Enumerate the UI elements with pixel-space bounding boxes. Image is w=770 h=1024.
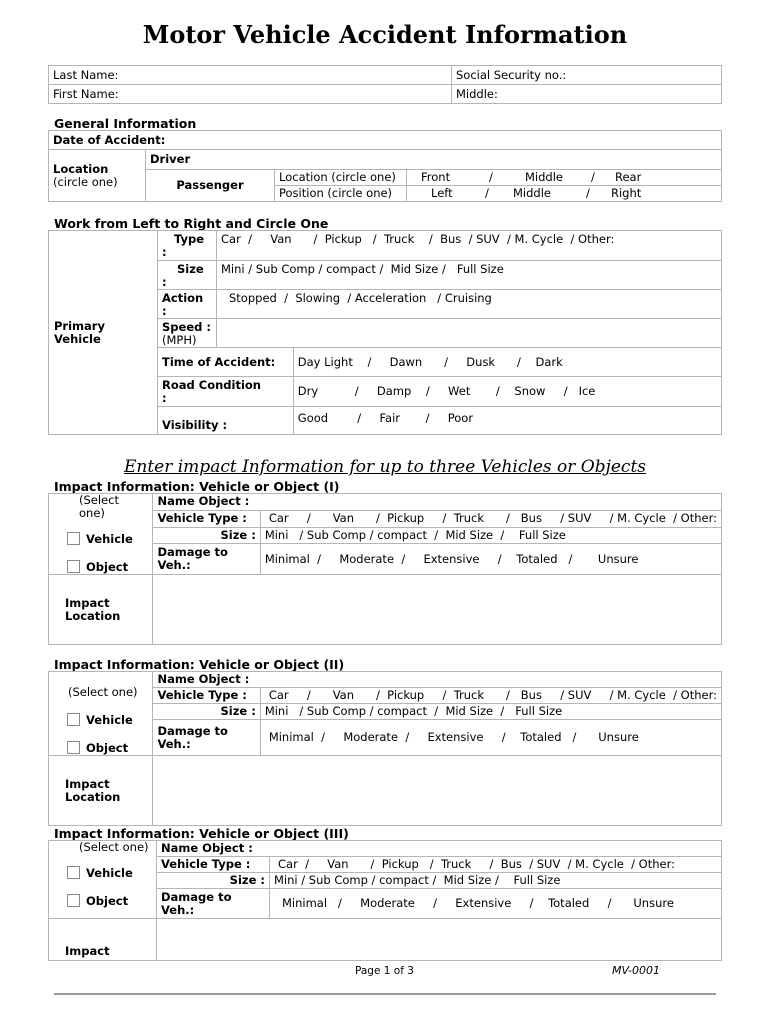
footer-divider xyxy=(54,993,716,995)
impact-table-1 xyxy=(48,493,722,645)
last-name-field[interactable]: Last Name: xyxy=(49,66,452,85)
location-circle-one: (circle one) xyxy=(53,174,118,189)
time-of-accident-label: Time of Accident: xyxy=(158,348,294,377)
vehicle-checkbox-3[interactable] xyxy=(67,866,80,879)
road-condition-colon: : xyxy=(162,391,167,405)
speed-label-text: Speed : xyxy=(162,320,211,334)
personal-info-table xyxy=(48,65,722,104)
object-checkbox-1[interactable] xyxy=(67,560,80,573)
type-label xyxy=(158,231,217,261)
vehicle-type-label-1: Vehicle Type : xyxy=(153,510,260,527)
action-options[interactable]: Stopped / Slowing / Acceleration / Cruising xyxy=(217,290,722,319)
visibility-options[interactable]: Good / Fair / Poor xyxy=(293,407,721,435)
impact-table-3 xyxy=(48,840,722,961)
location-cell xyxy=(49,150,146,202)
vehicle-checkbox-2[interactable] xyxy=(67,713,80,726)
location-sep-1: / xyxy=(489,170,493,184)
impact-location-area-1[interactable] xyxy=(153,575,722,645)
location-option-rear[interactable]: Rear xyxy=(615,170,642,184)
object-option-label-1: Object xyxy=(86,560,129,574)
impact-select-cell-2 xyxy=(49,672,153,756)
primary-vehicle-table xyxy=(48,230,722,435)
size-label-1: Size : xyxy=(153,527,260,544)
action-label xyxy=(158,290,217,319)
damage-label-2: Damage to Veh.: xyxy=(153,720,260,756)
select-one-label-1: (Select one) xyxy=(79,493,119,520)
speed-field[interactable] xyxy=(217,319,722,348)
vehicle-type-label-2: Vehicle Type : xyxy=(153,688,260,704)
type-options[interactable]: Car / Van / Pickup / Truck / Bus / SUV / M. Cycle / Other: xyxy=(217,231,722,261)
road-condition-label xyxy=(158,377,294,407)
road-condition-text: Road Condition xyxy=(162,378,261,392)
ssn-field[interactable]: Social Security no.: xyxy=(452,66,722,85)
size-label-3: Size : xyxy=(157,873,270,889)
location-option-front[interactable]: Front xyxy=(421,170,451,184)
driver-option[interactable]: Driver xyxy=(146,150,722,170)
road-condition-options[interactable]: Dry / Damp / Wet / Snow / Ice xyxy=(293,377,721,407)
size-options[interactable]: Mini / Sub Comp / compact / Mid Size / Full Size xyxy=(217,261,722,290)
size-label xyxy=(158,261,217,290)
position-row-label: Position (circle one) xyxy=(275,186,407,202)
action-label-colon: : xyxy=(162,304,167,318)
vehicle-option-label-3: Vehicle xyxy=(86,866,133,880)
vehicle-type-options-2[interactable]: Car / Van / Pickup / Truck / Bus / SUV / M. Cycle / Other: xyxy=(260,688,721,704)
location-option-middle[interactable]: Middle xyxy=(525,170,563,184)
damage-label-3: Damage to Veh.: xyxy=(157,889,270,919)
impact-heading-2: Impact Information: Vehicle or Object (II) xyxy=(54,657,345,672)
impact-location-area-3[interactable] xyxy=(157,919,722,961)
name-object-field-1[interactable]: Name Object : xyxy=(153,494,722,511)
position-option-right[interactable]: Right xyxy=(611,186,642,200)
vehicle-checkbox-1[interactable] xyxy=(67,532,80,545)
middle-name-field[interactable]: Middle: xyxy=(452,85,722,104)
impact-location-label-2: Impact Location xyxy=(49,756,153,826)
select-one-label-2: (Select one) xyxy=(68,685,138,699)
location-row-label: Location (circle one) xyxy=(275,170,407,186)
impact-heading-1: Impact Information: Vehicle or Object (I) xyxy=(54,479,340,494)
page-number: Page 1 of 3 xyxy=(355,965,414,977)
position-sep-2: / xyxy=(586,186,590,200)
position-sep-1: / xyxy=(485,186,489,200)
object-option-label-3: Object xyxy=(86,894,129,908)
document-title: Motor Vehicle Accident Information xyxy=(142,20,628,49)
primary-vehicle-label: Primary Vehicle xyxy=(49,231,158,435)
general-info-heading: General Information xyxy=(54,116,197,131)
time-of-accident-options[interactable]: Day Light / Dawn / Dusk / Dark xyxy=(293,348,721,377)
vehicle-option-label-1: Vehicle xyxy=(86,532,133,546)
name-object-field-2[interactable]: Name Object : xyxy=(153,672,722,688)
name-object-field-3[interactable]: Name Object : xyxy=(157,841,722,857)
vehicle-type-label-3: Vehicle Type : xyxy=(157,857,270,873)
impact-info-title: Enter impact Information for up to three Vehicles or Objects xyxy=(123,457,647,477)
position-option-middle[interactable]: Middle xyxy=(513,186,551,200)
damage-options-3[interactable]: Minimal / Moderate / Extensive / Totaled / Unsure xyxy=(270,889,722,919)
impact-heading-3: Impact Information: Vehicle or Object (III) xyxy=(54,826,349,841)
impact-table-2 xyxy=(48,671,722,826)
impact-location-label-3: Impact xyxy=(49,919,157,961)
size-label-2: Size : xyxy=(153,704,260,720)
object-option-label-2: Object xyxy=(86,741,129,755)
vehicle-type-options-1[interactable]: Car / Van / Pickup / Truck / Bus / SUV / M. Cycle / Other: xyxy=(260,510,721,527)
position-options[interactable] xyxy=(407,186,722,202)
object-checkbox-2[interactable] xyxy=(67,741,80,754)
vehicle-type-options-3[interactable]: Car / Van / Pickup / Truck / Bus / SUV / M. Cycle / Other: xyxy=(270,857,722,873)
damage-options-2[interactable]: Minimal / Moderate / Extensive / Totaled / Unsure xyxy=(260,720,721,756)
vehicle-option-label-2: Vehicle xyxy=(86,713,133,727)
first-name-field[interactable]: First Name: xyxy=(49,85,452,104)
size-options-3[interactable]: Mini / Sub Comp / compact / Mid Size / Full Size xyxy=(270,873,722,889)
object-checkbox-3[interactable] xyxy=(67,894,80,907)
passenger-option[interactable]: Passenger xyxy=(146,170,275,202)
work-heading: Work from Left to Right and Circle One xyxy=(54,216,329,231)
general-info-table xyxy=(48,130,722,202)
size-options-1[interactable]: Mini / Sub Comp / compact / Mid Size / Full Size xyxy=(260,527,721,544)
impact-select-cell-3 xyxy=(49,841,157,919)
damage-options-1[interactable]: Minimal / Moderate / Extensive / Totaled / Unsure xyxy=(260,544,721,575)
action-label-text: Action xyxy=(162,291,204,305)
damage-label-1: Damage to Veh.: xyxy=(153,544,260,575)
impact-select-cell-1 xyxy=(49,494,153,575)
type-label-colon: : xyxy=(162,245,167,259)
impact-location-label-1: Impact Location xyxy=(49,575,153,645)
position-option-left[interactable]: Left xyxy=(431,186,453,200)
location-options[interactable] xyxy=(407,170,722,186)
size-options-2[interactable]: Mini / Sub Comp / compact / Mid Size / Full Size xyxy=(260,704,721,720)
type-label-text: Type xyxy=(174,232,205,246)
location-label: Location xyxy=(53,161,109,176)
date-of-accident-field[interactable]: Date of Accident: xyxy=(49,131,722,150)
visibility-label: Visibility : xyxy=(158,407,294,435)
speed-label xyxy=(158,319,217,348)
speed-unit: (MPH) xyxy=(162,333,197,347)
size-label-colon: : xyxy=(162,275,167,289)
form-id: MV-0001 xyxy=(612,964,661,977)
select-one-label-3: (Select one) xyxy=(79,840,149,854)
location-sep-2: / xyxy=(591,170,595,184)
size-label-text: Size xyxy=(177,262,204,276)
impact-location-area-2[interactable] xyxy=(153,756,722,826)
